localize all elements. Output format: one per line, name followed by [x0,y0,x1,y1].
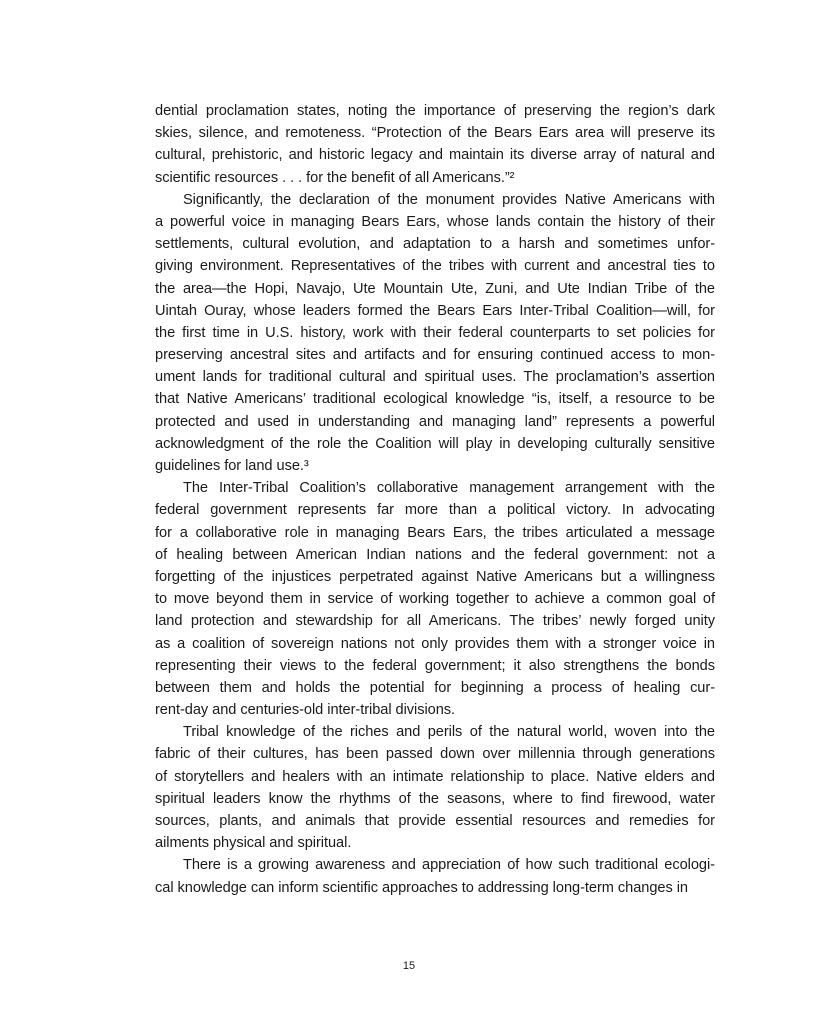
page-number: 15 [402,960,416,972]
text-line: representing their views to the federal government; it also strengthens the bonds [155,657,715,674]
text-line: Significantly, the declaration of the monument provides Native Americans with [183,191,715,208]
text-line: skies, silence, and remoteness. “Protection of the Bears Ears area will preserve its [155,125,715,142]
text-line: as a coalition of sovereign nations not only provides them with a stronger voice in [155,635,715,652]
text-line: of storytellers and healers with an intimate relationship to place. Native elders and [155,768,715,785]
text-line: a powerful voice in managing Bears Ears, whose lands contain the history of their [155,213,715,230]
text-line: rent-day and centuries-old inter-tribal divisions. [155,702,456,719]
text-line: ailments physical and spiritual. [155,835,352,852]
text-line: Tribal knowledge of the riches and perils of the natural world, woven into the [183,724,715,741]
text-line: Uintah Ouray, whose leaders formed the Bears Ears Inter-Tribal Coalition—will, for [155,302,715,319]
text-line: federal government represents far more than a political victory. In advocating [155,502,715,519]
text-line: dential proclamation states, noting the importance of preserving the region’s dark [155,103,715,119]
text-line: spiritual leaders know the rhythms of the seasons, where to find firewood, water [155,790,715,807]
text-line: the first time in U.S. history, work with their federal counterparts to set policies for [155,324,715,341]
text-line: There is a growing awareness and appreciation of how such traditional ecologi- [183,857,715,874]
body-text [155,100,715,899]
text-line: protected and used in understanding and managing land” represents a powerful [155,413,715,430]
text-line: for a collaborative role in managing Bears Ears, the tribes articulated a message [155,524,715,541]
text-line: guidelines for land use.³ [155,458,309,474]
text-line: sources, plants, and animals that provide essential resources and remedies for [155,813,715,829]
text-line: settlements, cultural evolution, and adaptation to a harsh and sometimes unfor- [155,236,715,253]
text-line: land protection and stewardship for all Americans. The tribes’ newly forged unity [155,613,715,630]
text-line: of healing between American Indian nations and the federal government: not a [155,546,715,563]
text-line: the area—the Hopi, Navajo, Ute Mountain Ute, Zuni, and Ute Indian Tribe of the [155,280,715,297]
text-line: preserving ancestral sites and artifacts and for ensuring continued access to mon- [155,347,715,364]
text-line: ument lands for traditional cultural and spiritual uses. The proclamation’s assertion [155,369,715,386]
text-line: cultural, prehistoric, and historic legacy and maintain its diverse array of natural and [155,147,715,164]
text-line: between them and holds the potential for beginning a process of healing cur- [155,679,715,696]
text-line: scientific resources . . . for the benefit of all Americans.”² [155,169,515,186]
text-line: that Native Americans’ traditional ecological knowledge “is, itself, a resource to be [155,391,715,408]
text-line: fabric of their cultures, has been passed down over millennia through generations [155,746,715,763]
text-line: cal knowledge can inform scientific approaches to addressing long-term changes in [155,879,688,896]
text-line: acknowledgment of the role the Coalition will play in developing culturally sensitive [155,435,715,452]
text-line: to move beyond them in service of working together to achieve a common goal of [155,591,715,608]
text-line: forgetting of the injustices perpetrated against Native Americans but a willingness [155,568,715,585]
text-line: giving environment. Representatives of the tribes with current and ancestral ties to [155,258,715,275]
text-line: The Inter-Tribal Coalition’s collaborative management arrangement with the [183,480,715,497]
